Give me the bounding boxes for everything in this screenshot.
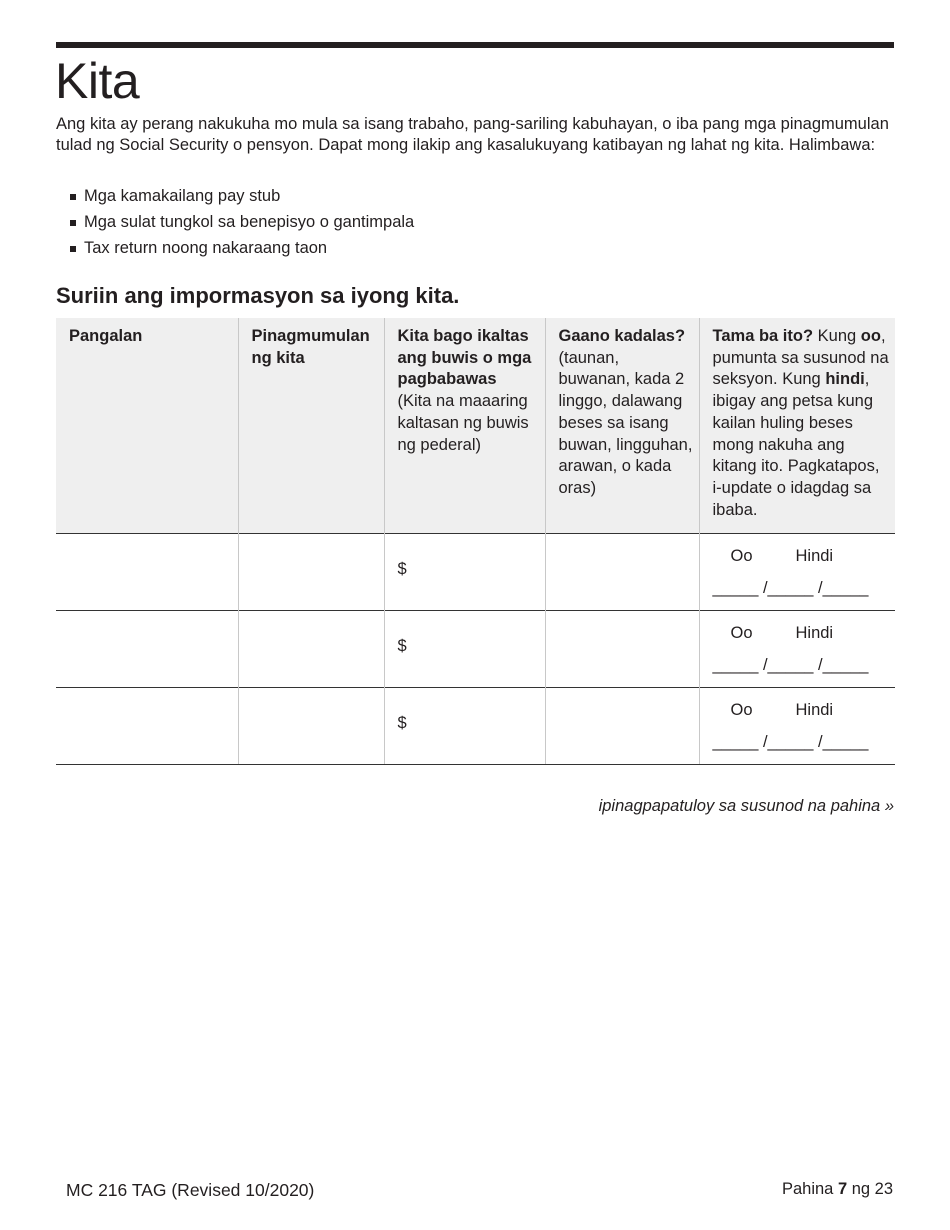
date-field[interactable]: _____ /_____ /_____ bbox=[712, 732, 869, 751]
table-row bbox=[56, 533, 895, 610]
source-cell[interactable] bbox=[238, 610, 384, 687]
form-id: MC 216 TAG (Revised 10/2020) bbox=[66, 1180, 315, 1200]
bullet-square-icon bbox=[70, 246, 76, 252]
correct-cell bbox=[699, 533, 895, 610]
source-cell[interactable] bbox=[238, 533, 384, 610]
table-row bbox=[56, 610, 895, 687]
dollar-sign: $ bbox=[397, 713, 407, 732]
frequency-cell[interactable] bbox=[545, 687, 699, 764]
date-field[interactable]: _____ /_____ /_____ bbox=[712, 578, 869, 597]
table-header-row bbox=[56, 318, 895, 533]
table-row bbox=[56, 687, 895, 764]
bullet-square-icon bbox=[70, 194, 76, 200]
continued-note: ipinagpapatuloy sa susunod na pahina » bbox=[598, 797, 894, 815]
yes-option[interactable]: Oo bbox=[730, 546, 753, 565]
name-cell[interactable] bbox=[56, 533, 238, 610]
list-item: Mga kamakailang pay stub bbox=[70, 184, 414, 210]
no-option[interactable]: Hindi bbox=[795, 700, 834, 719]
header-source: Pinagmumulan ng kita bbox=[238, 318, 384, 533]
header-frequency: Gaano kadalas? (taunan, buwanan, kada 2 linggo, dalawang beses sa isang buwan, lingguhan, arawan, o kada oras) bbox=[545, 318, 699, 533]
yes-option[interactable]: Oo bbox=[730, 700, 753, 719]
header-correct: Tama ba ito? Kung oo, pumunta sa susunod na seksyon. Kung hindi, ibigay ang petsa kung kailan huling beses mong nakuha ang kitang ito. Pagkatapos, i-update o idagdag sa ibaba. bbox=[699, 318, 895, 533]
list-item: Mga sulat tungkol sa benepisyo o gantimpala bbox=[70, 210, 414, 236]
section-heading: Suriin ang impormasyon sa iyong kita. bbox=[56, 283, 460, 308]
header-name: Pangalan bbox=[56, 318, 238, 533]
top-rule bbox=[56, 42, 894, 48]
frequency-cell[interactable] bbox=[545, 610, 699, 687]
page-number: Pahina 7 ng 23 bbox=[781, 1180, 893, 1198]
income-cell[interactable] bbox=[384, 533, 545, 610]
bullet-square-icon bbox=[70, 220, 76, 226]
correct-cell bbox=[699, 610, 895, 687]
evidence-list bbox=[70, 184, 414, 262]
income-cell[interactable] bbox=[384, 687, 545, 764]
name-cell[interactable] bbox=[56, 610, 238, 687]
page-title: Kita bbox=[55, 53, 140, 109]
correct-cell bbox=[699, 687, 895, 764]
list-item: Tax return noong nakaraang taon bbox=[70, 236, 414, 262]
no-option[interactable]: Hindi bbox=[795, 623, 834, 642]
dollar-sign: $ bbox=[397, 559, 407, 578]
source-cell[interactable] bbox=[238, 687, 384, 764]
intro-paragraph: Ang kita ay perang nakukuha mo mula sa isang trabaho, pang-sariling kabuhayan, o iba pang mga pinagmumulan tulad ng Social Security o pensyon. Dapat mong ilakip ang kasalukuyang katibayan ng lahat ng kita. Halimbawa: bbox=[56, 115, 889, 154]
dollar-sign: $ bbox=[397, 636, 407, 655]
income-cell[interactable] bbox=[384, 610, 545, 687]
income-table bbox=[56, 318, 895, 765]
yes-option[interactable]: Oo bbox=[730, 623, 753, 642]
date-field[interactable]: _____ /_____ /_____ bbox=[712, 655, 869, 674]
frequency-cell[interactable] bbox=[545, 533, 699, 610]
no-option[interactable]: Hindi bbox=[795, 546, 834, 565]
header-income: Kita bago ikaltas ang buwis o mga pagbabawas (Kita na maaaring kaltasan ng buwis ng pederal) bbox=[384, 318, 545, 533]
name-cell[interactable] bbox=[56, 687, 238, 764]
